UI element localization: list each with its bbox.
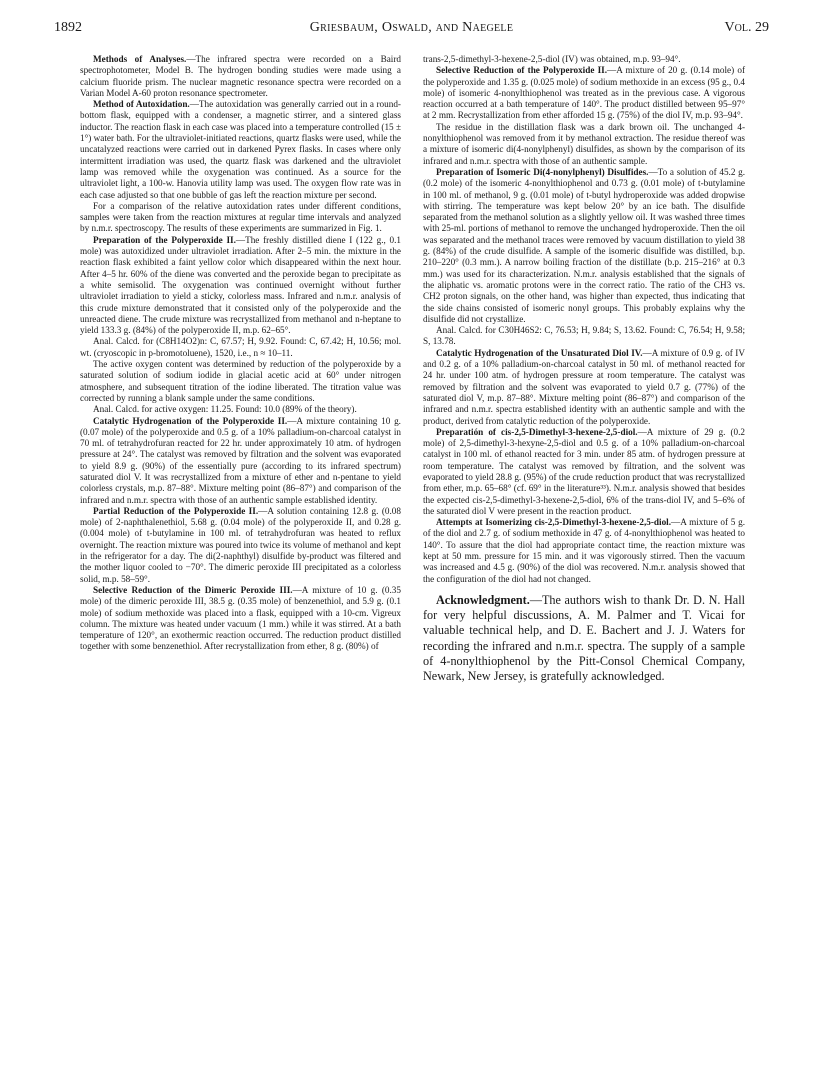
paragraph: [80, 359, 401, 404]
paragraph: [80, 506, 401, 585]
paragraph: [80, 99, 401, 201]
page-header: [54, 20, 769, 38]
paragraph: [80, 404, 401, 415]
paragraph-text: The residue in the distillation flask was a dark brown oil. The unchanged 4-nonylthiophenol was removed from it by methanol extraction. The residue thereof was a mixture of isomeric di(4-nonylphenyl) disulfides, as shown by the comparison of its infrared and n.m.r. spectra with those of an authentic sample.: [423, 121, 745, 166]
paragraph-text: Anal. Calcd. for active oxygen: 11.25. Found: 10.0 (89% of the theory).: [93, 404, 357, 415]
paragraph-text: —The freshly distilled diene I (122 g., 0.1 mole) was autoxidized under ultraviolet irradiation. After 2–5 min. the mixture in the reaction flask exhibited a faint yellow color which disappeared within the next hour. After 4–5 hr. 60% of the diene was converted and the peroxide began to precipitate as a white semisolid. The oxygenation was continued overnight without further ultraviolet irradiation to yield a sticky, colorless mass. Infrared and n.m.r. analysis of this crude mixture demonstrated that it consisted only of the polyperoxide and the unreacted diene. The crude mixture was recrystallized from methanol and n-heptane to yield 133.3 g. (84%) of the polyperoxide II, m.p. 62–65°.: [80, 234, 401, 336]
section-heading: Attempts at Isomerizing cis-2,5-Dimethyl-3-hexene-2,5-diol.: [436, 517, 672, 528]
paragraph: [80, 336, 401, 359]
paragraph-text: The active oxygen content was determined by reduction of the polyperoxide by a saturated solution of sodium iodide in glacial acetic acid at 60° under nitrogen atmosphere, and subsequent titration of the iodine liberated. The titration value was corrected by running a blank sample under the same conditions.: [80, 359, 401, 403]
paragraph-text: —A mixture of 10 g. (0.35 mole) of the dimeric peroxide III, 38.5 g. (0.35 mole) of benzenethiol, and 5.9 g. (0.1 mole) of sodium methoxide was placed into a flask, equipped with a 10-cm. Vigreux column. The mixture was heated under vacuum (1 mm.) while it was stirred. At a bath temperature of 120°, an exothermic reaction occurred. The reduction product distilled together with some benzenethiol. After recrystallization from ether, 8 g. (80%) of: [80, 584, 401, 652]
volume-label: Vol. 29: [724, 20, 769, 35]
paragraph-text: —A mixture of 29 g. (0.2 mole) of 2,5-dimethyl-3-hexyne-2,5-diol and 0.5 g. of a 10% palladium-on-charcoal catalyst in 100 ml. of ethanol reacted for 3 min. under 85 atm. of hydrogen pressure at room temperature. The catalyst was removed by filtration, and the solvent was evaporated to yield 28.8 g. (95%) of the crude reduction product that was recrystallized from ether, m.p. 65–68° (cf. 69° in the literature³³). N.m.r. analysis showed that besides the expected cis-2,5-dimethyl-3-hexene-2,5-diol, 6% of the trans-diol IV, and 5–6% of the saturated diol V were present in the reaction product.: [423, 426, 745, 516]
paragraph-text: trans-2,5-dimethyl-3-hexene-2,5-diol (IV) was obtained, m.p. 93–94°.: [423, 54, 681, 64]
paragraph: [423, 65, 745, 121]
acknowledgment: [423, 593, 745, 684]
paragraph: [423, 517, 745, 585]
paragraph: [80, 585, 401, 653]
paragraph: [423, 122, 745, 167]
section-heading: Methods of Analyses.: [93, 54, 187, 64]
paragraph-text: —A mixture of 20 g. (0.14 mole) of the polyperoxide and 1.35 g. (0.025 mole) of sodium methoxide in an excess (95 g., 0.4 mole) of isomeric 4-nonylthiophenol was treated as in the previous case. A vigorous reaction occurred at a bath temperature of 140°. The product distilled between 95–97° at 2 mm. Recrystallization from ether afforded 15 g. (75%) of the diol IV, m.p. 93–94°.: [423, 65, 746, 121]
section-heading: Preparation of the Polyperoxide II.: [93, 234, 236, 245]
section-heading: Preparation of Isomeric Di(4-nonylphenyl) Disulfides.: [436, 166, 649, 177]
paragraph: [423, 54, 745, 65]
paragraph: [80, 416, 401, 506]
paragraph-text: —A mixture of 0.9 g. of IV and 0.2 g. of a 10% palladium-on-charcoal catalyst in 50 ml. of methanol reacted for 24 hr. under 100 atm. of hydrogen pressure at room temperature. The catalyst was removed by filtration and the solvent was evaporated to yield 0.7 g. (77%) of the saturated diol V, m.p. 87–88°. Mixture melting point (86–87°) and comparison of the infrared and n.m.r. spectra established identity with an authentic sample and with the product, derived from catalytic reduction of the polyperoxide.: [423, 347, 745, 426]
paragraph-text: Anal. Calcd. for (C8H14O2)n: C, 67.57; H, 9.92. Found: C, 67.42; H, 10.56; mol. wt. (cryoscopic in p-bromotoluene), 1520, i.e., n ≈ 10–11.: [80, 336, 401, 358]
section-heading: Selective Reduction of the Polyperoxide II.: [436, 65, 608, 76]
paragraph-text: —The autoxidation was generally carried out in a round-bottom flask, equipped with a condenser, a magnetic stirrer, and a sintered glass inductor. The reaction flask in each case was placed into a temperature controlled (15 ± 1°) water bath. For the ultraviolet-initiated reactions, quartz flasks were used, while the uncatalyzed reactions were carried out in darkened Pyrex flasks. In cases where only intermittent irradiation was used, the quartz flask was darkened and the ultraviolet lamp was removed while the oxygenation was continued. As a source for the ultraviolet light, a 100-w. Hanovia utility lamp was used. The oxygen flow rate was in each case adjusted so that one bubble of gas left the reaction mixture per second.: [80, 99, 401, 200]
section-heading: Selective Reduction of the Dimeric Peroxide III.: [93, 584, 293, 595]
right-column: [423, 54, 745, 684]
paragraph-text: —The infrared spectra were recorded on a Baird spectrophotometer, Model B. The hydrogen bonding studies were made using a calcium fluoride prism. The nuclear magnetic resonance spectra were recorded on a Varian Model A-60 proton resonance spectrometer.: [80, 54, 401, 98]
acknowledgment-text: —The authors wish to thank Dr. D. N. Hall for very helpful discussions, A. M. Palmer and T. Vicai for valuable technical help, and D. E. Bachert and J. J. Waters for recording the infrared and n.m.r. spectra. The supply of a sample of 4-nonylthiophenol by the Pitt-Consol Chemical Company, Newark, New Jersey, is gratefully acknowledged.: [423, 592, 745, 683]
paragraph: [423, 167, 745, 325]
paragraph: [423, 348, 745, 427]
paragraph-text: —To a solution of 45.2 g. (0.2 mole) of the isomeric 4-nonylthiophenol and 0.73 g. (0.01 mole) of t-butylamine in 100 ml. of methanol, 9 g. (0.01 mole) of t-butyl hydroperoxide was added dropwise with stirring. The temperature was kept below 20° by an ice bath. The disulfide separated from the methanol solution as a slightly yellow oil. It was washed three times with 25-ml. portions of methanol to remove the unchanged hydroperoxide. Then the oil was separated and the methanol traces were removed by vacuum distillation to yield 38 g. (84%) of the crude disulfide. A sample of the isomeric disulfide was distilled, b.p. 210–220° (0.3 mm.). A narrow boiling fraction of the distillate (b.p. 215–216° at 0.3 mm.) was used for its characterization. N.m.r. analysis established that the signals of the aliphatic vs. aromatic protons were in the correct ratio. The ratio of the CH3 vs. CH2 proton signals, on the other hand, was higher than expected, thus indicating that the side chains consisted of isomeric nonyl groups. This probably explains why the disulfide did not crystallize.: [423, 166, 746, 324]
running-title: Griesbaum, Oswald, and Naegele: [309, 20, 514, 35]
paragraph-text: For a comparison of the relative autoxidation rates under different conditions, samples were taken from the reaction mixtures at regular time intervals and analyzed by n.m.r. spectroscopy. The results of these experiments are summarized in Fig. 1.: [80, 200, 401, 234]
paragraph: [80, 201, 401, 235]
section-heading: Catalytic Hydrogenation of the Polyperoxide II.: [93, 415, 288, 426]
paragraph: [80, 235, 401, 337]
paragraph: [423, 427, 745, 517]
paragraph-text: —A solution containing 12.8 g. (0.08 mole) of 2-naphthalenethiol, 5.68 g. (0.04 mole) of the polyperoxide II, and 0.28 g. (0.004 mole) of t-butylamine in 100 ml. of tetrahydrofuran was heated to reflux overnight. The reaction mixture was poured into twice its volume of methanol and kept in the refrigerator for a day. The di(2-naphthyl) disulfide by-product was filtered and the mother liquor cooled to −70°. The dimeric peroxide III precipitated as a colorless solid, m.p. 58–59°.: [80, 505, 401, 584]
section-heading: Method of Autoxidation.: [93, 99, 190, 110]
section-heading: Catalytic Hydrogenation of the Unsaturated Diol IV.: [436, 347, 643, 358]
page-number: 1892: [54, 20, 82, 35]
acknowledgment-heading: Acknowledgment.: [436, 592, 530, 607]
paragraph-text: Anal. Calcd. for C30H46S2: C, 76.53; H, 9.84; S, 13.62. Found: C, 76.54; H, 9.58; S, 13.78.: [423, 325, 745, 347]
section-heading: Preparatión of cis-2,5-Dimethyl-3-hexene-2,5-diol.: [436, 426, 638, 437]
paragraph: [80, 54, 401, 99]
paragraph: [423, 325, 745, 348]
section-heading: Partial Reduction of the Polyperoxide II.: [93, 505, 259, 516]
paragraph-text: —A mixture of 5 g. of the diol and 2.7 g. of sodium methoxide in 47 g. of 4-nonylthiophenol was heated to 140°. To assure that the diol had appropriate contact time, the reaction mixture was kept at 50 mm. pressure for 15 min. and it was vigorously stirred. Then the vacuum was increased and 4.5 g. (90%) of the diol was recovered. N.m.r. analysis showed that the configuration of the diol had not changed.: [423, 517, 745, 584]
paragraph-text: —A mixture containing 10 g. (0.07 mole) of the polyperoxide and 0.5 g. of a 10% palladium-on-charcoal catalyst in 70 ml. of tetrahydrofuran reacted for 22 hr. under approximately 10 atm. of hydrogen pressure at 24°. The catalyst was removed by filtration and the solvent was evaporated to yield 8.9 g. (90%) of the essentially pure (according to its infrared spectrum) saturated diol V. It was recrystallized from a mixture of ether and n-pentane to yield colorless crystals, m.p. 87–88°. Mixture melting point (86–87°) and comparison of the infrared and n.m.r. spectra with those of an authentic sample established identity.: [80, 415, 401, 505]
left-column: [80, 54, 401, 653]
